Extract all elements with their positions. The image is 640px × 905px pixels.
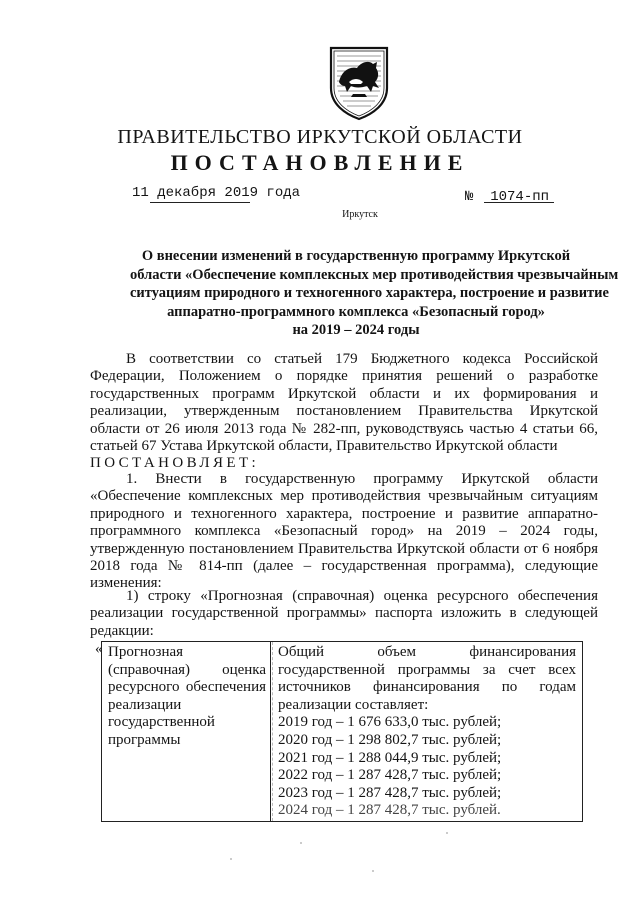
left-cell-line: реализации	[108, 696, 182, 713]
table-divider-shadow	[272, 642, 273, 821]
scan-speck	[446, 832, 448, 834]
year-funding-row: 2020 год – 1 298 802,7 тыс. рублей;	[278, 731, 502, 748]
right-cell-line: реализации составляет:	[278, 696, 429, 713]
scan-speck	[372, 870, 374, 872]
item-1-1-paragraph: 1) строку «Прогнозная (справочная) оценка ресурсного обеспечения реализации государственной программы» паспорта изложить в следующей редакции:	[90, 588, 598, 639]
left-cell-line: программы	[108, 731, 181, 748]
number-value: 1074-пп	[490, 189, 550, 205]
table-left-cell	[108, 644, 266, 750]
title-line: на 2019 – 2024 годы	[292, 322, 420, 338]
title-line: О внесении изменений в государственную программу Иркутской	[141, 248, 571, 264]
left-cell-line: ресурсного обеспечения	[108, 679, 266, 696]
title-line: ситуациям природного и техногенного характера, построение и развитие	[130, 285, 609, 301]
city: Иркутск	[342, 209, 378, 220]
left-cell-line: Прогнозная	[108, 644, 184, 660]
scan-speck	[230, 858, 232, 860]
item-1-paragraph: 1. Внести в государственную программу Иркутской области «Обеспечение комплексных мер противодействия чрезвычайным ситуациям природного и техногенного характера, построение и развитие аппаратно-программного комплекса «Безопасный город» на 2019 – 2024 годы, утвержденную постановлением Правительства Иркутской области от 6 ноября 2018 года № 814-пп (далее – государственная программа), следующие изменения:	[90, 471, 598, 592]
title-line: аппаратно-программного комплекса «Безопасный город»	[167, 303, 545, 320]
right-cell-line: источников финансирования по годам	[278, 679, 576, 696]
right-cell-line: государственной программы за счет всех	[278, 661, 576, 678]
title-line: области «Обеспечение комплексных мер противодействия чрезвычайным	[130, 266, 619, 283]
left-cell-line: (справочная) оценка	[108, 661, 266, 678]
year-funding-row: 2021 год – 1 288 044,9 тыс. рублей;	[278, 749, 502, 766]
coat-of-arms-icon	[327, 42, 391, 122]
opening-quote: «	[95, 641, 103, 657]
year-funding-row: 2024 год – 1 287 428,7 тыс. рублей.	[278, 802, 501, 819]
year-funding-row: 2022 год – 1 287 428,7 тыс. рублей;	[278, 767, 502, 784]
year-funding-row: 2023 год – 1 287 428,7 тыс. рублей;	[278, 784, 502, 801]
resolves-word: ПОСТАНОВЛЯЕТ:	[90, 455, 260, 471]
government-name: ПРАВИТЕЛЬСТВО ИРКУТСКОЙ ОБЛАСТИ	[117, 126, 523, 148]
year-funding-row: 2019 год – 1 676 633,0 тыс. рублей;	[278, 714, 502, 731]
number-underline	[484, 202, 554, 203]
preamble-paragraph: В соответствии со статьей 179 Бюджетного кодекса Российской Федерации, Положением о порядке принятия решений о разработке государственных программ Иркутской области и их формирования и реализации, утвержденным постановлением Правительства Иркутской области от 26 июля 2013 года № 282-пп, руководствуясь частью 4 статьи 66, статьей 67 Устава Иркутской области, Правительство Иркутской области	[90, 351, 598, 455]
table-divider	[270, 642, 271, 821]
document-title	[130, 247, 619, 340]
scan-speck	[300, 842, 302, 844]
right-cell-line: Общий объем финансирования	[278, 644, 576, 660]
number-label: №	[465, 189, 474, 205]
left-cell-line: государственной	[108, 714, 215, 731]
document-type: ПОСТАНОВЛЕНИЕ	[170, 150, 470, 175]
date-underline	[150, 202, 250, 203]
funding-table	[101, 641, 583, 822]
document-date: 11 декабря 2019 года	[132, 185, 301, 201]
table-right-cell	[278, 644, 576, 820]
